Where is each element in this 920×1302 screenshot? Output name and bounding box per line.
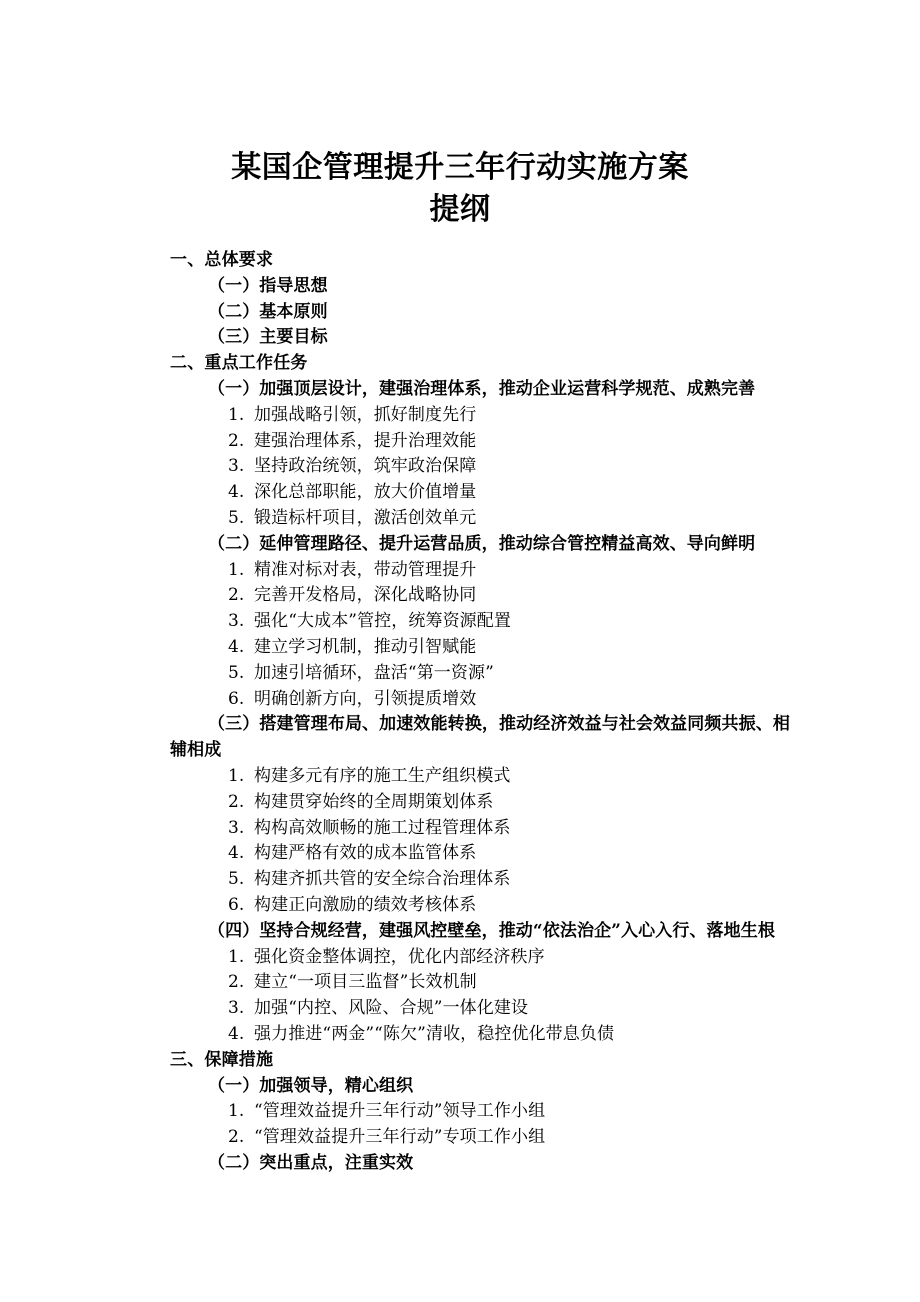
outline-item-number: 3. (228, 817, 245, 838)
outline-item-label: 构建齐抓共管的安全综合治理体系 (254, 869, 511, 890)
outline-item-level-3 (228, 480, 790, 506)
outline-item-label: 建立学习机制，推动引智赋能 (254, 636, 477, 657)
outline-item-label: 加速引培循环，盘活“第一资源” (254, 662, 494, 683)
outline-item-level-3 (228, 790, 790, 816)
outline-item-label: 深化总部职能，放大价值增量 (254, 482, 477, 503)
outline-item-level-3 (228, 841, 790, 867)
outline-item-label: 强化“大成本”管控，统筹资源配置 (254, 611, 511, 632)
outline-item-label: 锻造标杆项目，激活创效单元 (254, 507, 477, 528)
outline-item-label: 建强治理体系，提升治理效能 (254, 430, 477, 451)
outline-item-level-3 (228, 609, 790, 635)
outline-item-level-2: （二）基本原则 (208, 301, 328, 322)
outline-item-level-2: （一）指导思想 (208, 275, 328, 296)
outline-item-label: 加强“内控、风险、合规”一体化建设 (254, 998, 529, 1019)
outline-item-level-1: 三、保障措施 (170, 1049, 274, 1070)
page-title: 某国企管理提升三年行动实施方案 (231, 150, 689, 185)
outline-item-level-3 (228, 945, 790, 971)
outline-item-number: 4. (228, 1023, 245, 1044)
outline-list (170, 248, 790, 1177)
outline-item-level-2: （一）加强领导，精心组织 (208, 1075, 414, 1096)
outline-item-number: 4. (228, 482, 245, 503)
outline-item-number: 2. (228, 972, 245, 993)
outline-item-number: 1. (228, 946, 245, 967)
outline-item-label: 强化资金整体调控，优化内部经济秩序 (254, 946, 545, 967)
outline-item-number: 2. (228, 791, 245, 812)
outline-item-number: 6. (228, 894, 245, 915)
outline-item-label: 坚持政治统领，筑牢政治保障 (254, 456, 477, 477)
outline-item-level-3 (228, 970, 790, 996)
outline-item-level-3 (228, 764, 790, 790)
outline-item-number: 2. (228, 585, 245, 606)
outline-item-number: 2. (228, 430, 245, 451)
outline-item-number: 1. (228, 559, 245, 580)
outline-item-level-3 (228, 429, 790, 455)
outline-item-level-1: 一、总体要求 (170, 250, 274, 270)
outline-item-level-3 (228, 867, 790, 893)
outline-item-level-3 (228, 687, 790, 713)
outline-item-level-3 (228, 558, 790, 584)
outline-item-level-3 (228, 1125, 790, 1151)
outline-item-level-3 (228, 403, 790, 429)
outline-item-label: 建立“一项目三监督”长效机制 (254, 972, 477, 993)
outline-item-number: 1. (228, 404, 245, 425)
outline-item-level-1: 二、重点工作任务 (170, 353, 308, 374)
outline-item-level-2: （三）主要目标 (208, 327, 328, 348)
outline-item-label: 明确创新方向，引领提质增效 (254, 688, 477, 709)
outline-item-label: “管理效益提升三年行动”领导工作小组 (254, 1101, 546, 1122)
outline-item-label: 强力推进“两金”“陈欠”清收，稳控优化带息负债 (254, 1023, 615, 1044)
outline-item-label: 构建贯穿始终的全周期策划体系 (254, 791, 494, 812)
outline-item-number: 1. (228, 765, 245, 786)
outline-item-level-3 (228, 583, 790, 609)
outline-item-level-3 (228, 996, 790, 1022)
outline-item-level-3 (228, 454, 790, 480)
outline-item-label: 精准对标对表，带动管理提升 (254, 559, 477, 580)
outline-item-number: 3. (228, 998, 245, 1019)
outline-item-number: 3. (228, 611, 245, 632)
outline-item-label: 构建多元有序的施工生产组织模式 (254, 765, 511, 786)
outline-item-level-2: （二）延伸管理路径、提升运营品质，推动综合管控精益高效、导向鲜明 (208, 533, 756, 554)
outline-item-number: 3. (228, 456, 245, 477)
outline-item-level-3 (228, 1099, 790, 1125)
outline-item-label: 完善开发格局，深化战略协同 (254, 585, 477, 606)
outline-item-number: 2. (228, 1127, 245, 1148)
outline-item-level-2: （四）坚持合规经营，建强风控壁垒，推动“依法治企”入心入行、落地生根 (208, 920, 775, 941)
outline-item-level-3 (228, 893, 790, 919)
outline-item-number: 6. (228, 688, 245, 709)
outline-item-label: 加强战略引领，抓好制度先行 (254, 404, 477, 425)
outline-item-number: 5. (228, 662, 245, 683)
outline-item-label: 构建正向激励的绩效考核体系 (254, 894, 477, 915)
outline-item-label: 构建严格有效的成本监管体系 (254, 843, 477, 864)
outline-item-level-2: （二）突出重点，注重实效 (208, 1152, 414, 1173)
outline-item-level-3 (228, 1022, 790, 1048)
page-subtitle: 提纲 (429, 192, 491, 227)
outline-item-number: 5. (228, 869, 245, 890)
outline-item-level-2: （三）搭建管理布局、加速效能转换，推动经济效益与社会效益同频共振、相辅相成 (170, 714, 790, 761)
outline-item-level-3 (228, 635, 790, 661)
outline-item-level-2: （一）加强顶层设计，建强治理体系，推动企业运营科学规范、成熟完善 (208, 378, 756, 399)
outline-item-label: “管理效益提升三年行动”专项工作小组 (254, 1127, 546, 1148)
outline-item-number: 1. (228, 1101, 245, 1122)
outline-item-level-3 (228, 816, 790, 842)
title-block (130, 148, 790, 230)
outline-item-level-3 (228, 506, 790, 532)
outline-item-number: 4. (228, 843, 245, 864)
outline-item-number: 4. (228, 636, 245, 657)
outline-item-number: 5. (228, 507, 245, 528)
outline-item-label: 构构高效顺畅的施工过程管理体系 (254, 817, 511, 838)
outline-item-level-3 (228, 661, 790, 687)
